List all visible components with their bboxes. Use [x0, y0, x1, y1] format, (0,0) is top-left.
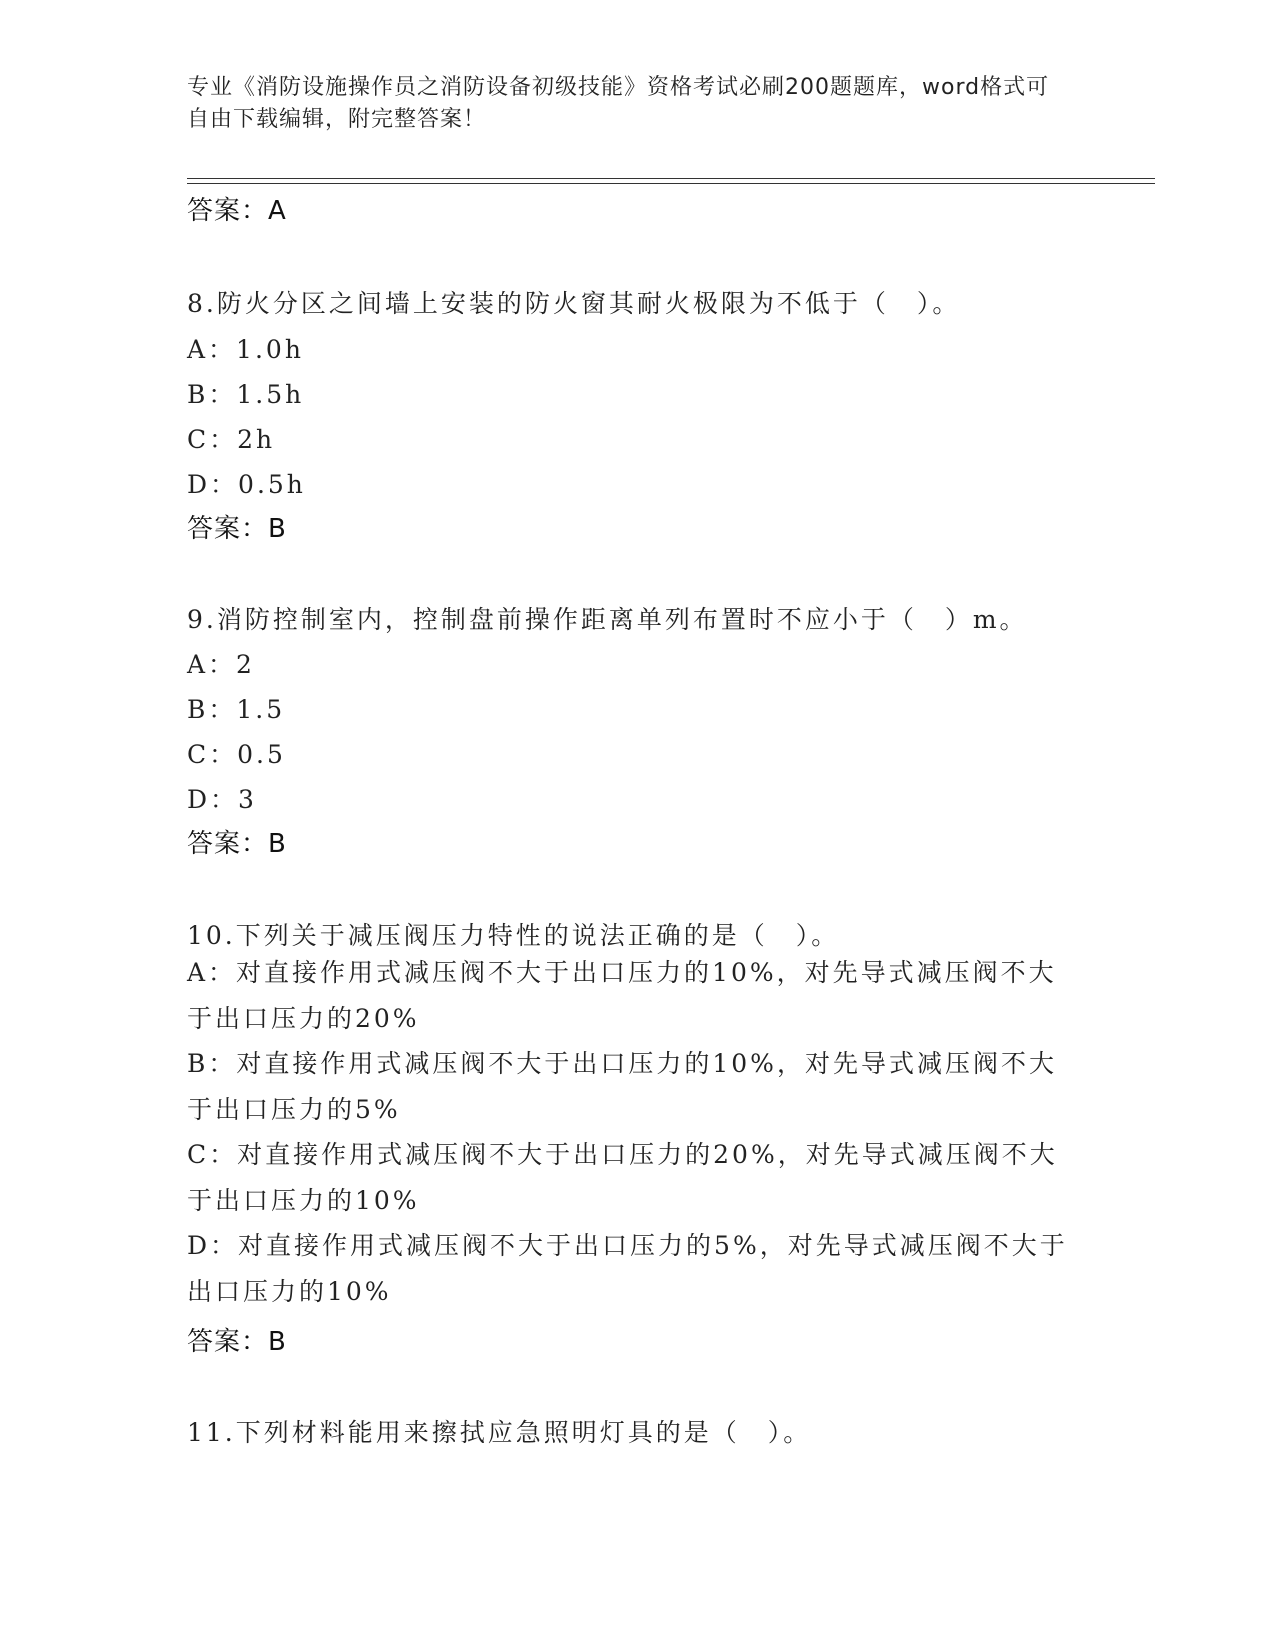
question-10-answer: 答案：B — [187, 1327, 287, 1357]
question-11-stem: 11.下列材料能用来擦拭应急照明灯具的是（ ）。 — [187, 1418, 812, 1447]
question-9-option-d: D：3 — [187, 785, 257, 814]
question-8-option-d: D：0.5h — [187, 470, 306, 499]
question-10-option-c: C：对直接作用式减压阀不大于出口压力的20%，对先导式减压阀不大于出口压力的10% — [187, 1140, 1058, 1215]
document-header: 专业《消防设施操作员之消防设备初级技能》资格考试必刷200题题库，word格式可自由下载编辑，附完整答案！ — [187, 75, 1050, 132]
question-10-option-a: A：对直接作用式减压阀不大于出口压力的10%，对先导式减压阀不大于出口压力的20% — [187, 958, 1057, 1033]
header-divider-bottom — [187, 183, 1155, 184]
header-divider-top — [187, 178, 1155, 179]
question-8-option-a: A：1.0h — [187, 335, 304, 364]
question-8-option-c: C：2h — [187, 425, 276, 454]
question-10-option-d: D：对直接作用式减压阀不大于出口压力的5%，对先导式减压阀不大于出口压力的10% — [187, 1231, 1068, 1306]
question-10-option-b: B：对直接作用式减压阀不大于出口压力的10%，对先导式减压阀不大于出口压力的5% — [187, 1049, 1057, 1124]
question-9-stem: 9.消防控制室内，控制盘前操作距离单列布置时不应小于（ ）m。 — [187, 605, 1028, 634]
question-9-answer: 答案：B — [187, 829, 287, 859]
question-8-answer: 答案：B — [187, 514, 287, 544]
question-8-option-b: B：1.5h — [187, 380, 305, 409]
question-8-stem: 8.防火分区之间墙上安装的防火窗其耐火极限为不低于（ ）。 — [187, 289, 961, 318]
question-9-option-c: C：0.5 — [187, 740, 286, 769]
previous-answer: 答案：A — [187, 196, 287, 226]
question-9-option-a: A：2 — [187, 650, 255, 679]
question-9-option-b: B：1.5 — [187, 695, 286, 724]
question-10-stem: 10.下列关于减压阀压力特性的说法正确的是（ ）。 — [187, 921, 840, 950]
